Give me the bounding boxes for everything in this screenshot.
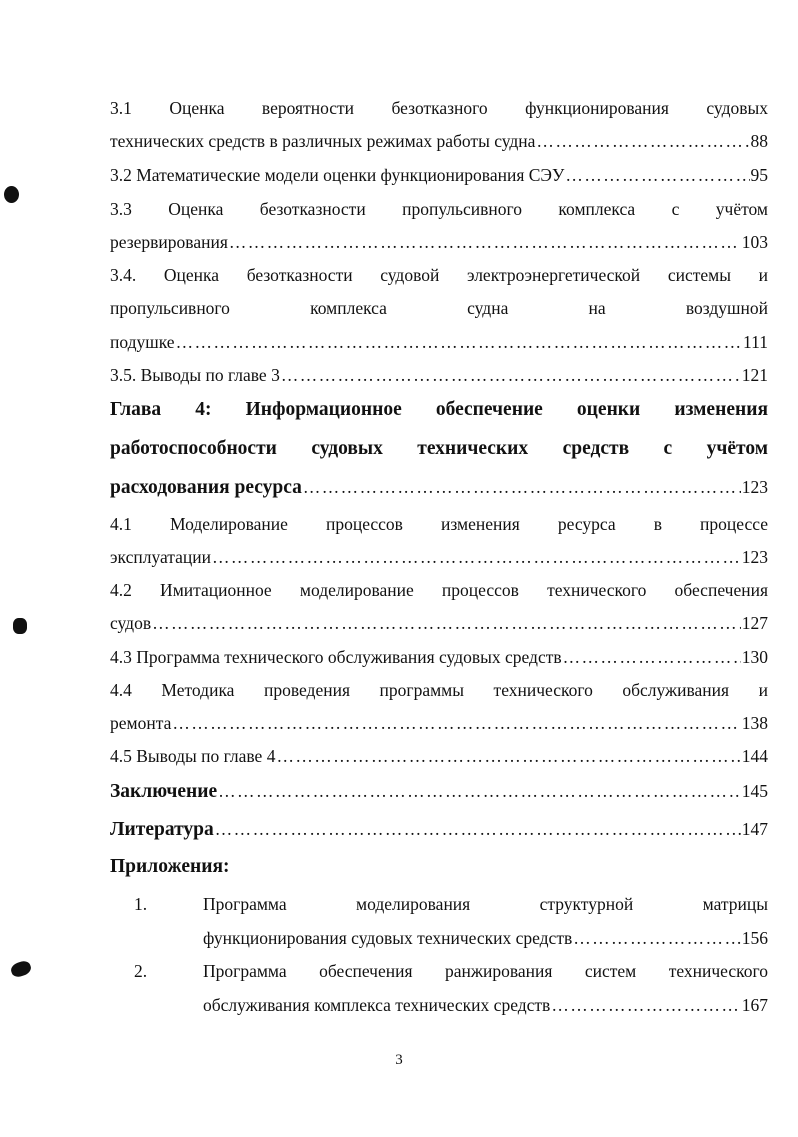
toc-4-4-page: 138 <box>741 713 768 733</box>
punch-hole-mark <box>9 959 33 979</box>
appendix-1-line2 <box>203 927 768 949</box>
toc-literature-page: 147 <box>741 819 768 839</box>
toc-3-1-line1: 3.1 Оценка вероятности безотказного функционирования судовых <box>110 98 768 118</box>
toc-3-2 <box>110 164 768 186</box>
toc-3-5-page: 121 <box>741 365 768 385</box>
toc-4-1-line1: 4.1 Моделирование процессов изменения ресурса в процессе <box>110 514 768 534</box>
toc-3-4-page: 111 <box>743 332 768 352</box>
toc-4-4-line1: 4.4 Методика проведения программы технического обслуживания и <box>110 680 768 700</box>
toc-literature-title: Литература <box>110 819 214 840</box>
toc-3-4-line3 <box>110 331 768 353</box>
toc-3-1-page: 88 <box>750 131 768 151</box>
toc-3-5-title: 3.5. Выводы по главе 3 <box>110 365 280 385</box>
appendix-2-line2 <box>203 994 768 1016</box>
appendix-1-title: функционирования судовых технических средств <box>203 928 573 948</box>
toc-4-5-page: 144 <box>741 746 768 766</box>
dot-leader <box>218 780 741 802</box>
toc-3-2-title: 3.2 Математические модели оценки функционирования СЭУ <box>110 165 565 185</box>
toc-4-2-line1: 4.2 Имитационное моделирование процессов технического обеспечения <box>110 580 768 600</box>
toc-4-4-line2 <box>110 712 768 734</box>
toc-4-5 <box>110 745 768 767</box>
toc-4-2-title: судов <box>110 613 152 633</box>
punch-hole-mark <box>13 618 27 634</box>
toc-4-1-page: 123 <box>741 547 768 567</box>
dot-leader <box>551 994 740 1016</box>
appendix-2-number: 2. <box>134 961 148 981</box>
toc-3-4-title: подушке <box>110 332 175 352</box>
appendix-1-page: 156 <box>741 928 768 948</box>
dot-leader <box>303 476 741 498</box>
toc-4-2-page: 127 <box>741 613 768 633</box>
toc-3-1-line2 <box>110 130 768 152</box>
toc-4-3-page: 130 <box>741 647 768 667</box>
toc-3-3-title: резервирования <box>110 232 228 252</box>
appendix-1-line1: Программа моделирования структурной матрицы <box>203 894 768 914</box>
toc-3-3-line2 <box>110 231 768 253</box>
toc-3-4-line2: пропульсивного комплекса судна на воздушной <box>110 298 768 318</box>
toc-3-5 <box>110 364 768 386</box>
dot-leader <box>536 130 749 152</box>
appendix-2-title: обслуживания комплекса технических средств <box>203 995 551 1015</box>
toc-4-4-title: ремонта <box>110 713 172 733</box>
dot-leader <box>229 231 741 253</box>
page-number: 3 <box>395 1052 403 1068</box>
appendix-1-number: 1. <box>134 894 148 914</box>
appendix-2-line1: Программа обеспечения ранжирования систем технического <box>203 961 768 981</box>
dot-leader <box>276 745 740 767</box>
dot-leader <box>215 818 741 840</box>
dot-leader <box>573 927 741 949</box>
toc-4-1-title: эксплуатации <box>110 547 212 567</box>
toc-chapter-4-line2: работоспособности судовых технических средств с учётом <box>110 438 768 459</box>
dot-leader <box>176 331 742 353</box>
toc-chapter-4-page: 123 <box>741 477 768 497</box>
dot-leader <box>212 546 741 568</box>
toc-chapter-4-line3 <box>110 476 768 500</box>
toc-4-1-line2 <box>110 546 768 568</box>
dot-leader <box>565 164 749 186</box>
dot-leader <box>281 364 741 386</box>
toc-appendices-heading: Приложения: <box>110 856 230 877</box>
toc-chapter-4-title: расходования ресурса <box>110 477 302 498</box>
toc-chapter-4-line1: Глава 4: Информационное обеспечение оценки изменения <box>110 399 768 420</box>
toc-conclusion-page: 145 <box>741 781 768 801</box>
dot-leader <box>563 646 741 668</box>
dot-leader <box>152 612 741 634</box>
toc-4-5-title: 4.5 Выводы по главе 4 <box>110 746 276 766</box>
appendix-2-page: 167 <box>741 995 768 1015</box>
toc-4-3-title: 4.3 Программа технического обслуживания судовых средств <box>110 647 562 667</box>
toc-conclusion-title: Заключение <box>110 781 218 802</box>
toc-3-3-page: 103 <box>741 232 768 252</box>
toc-4-2-line2 <box>110 612 768 634</box>
toc-literature <box>110 818 768 842</box>
toc-3-1-title: технических средств в различных режимах работы судна <box>110 131 536 151</box>
dot-leader <box>172 712 740 734</box>
toc-4-3 <box>110 646 768 668</box>
toc-3-4-line1: 3.4. Оценка безотказности судовой электроэнергетической системы и <box>110 265 768 285</box>
toc-3-2-page: 95 <box>750 165 768 185</box>
punch-hole-mark <box>4 186 19 203</box>
toc-3-3-line1: 3.3 Оценка безотказности пропульсивного комплекса с учётом <box>110 199 768 219</box>
toc-conclusion <box>110 780 768 804</box>
